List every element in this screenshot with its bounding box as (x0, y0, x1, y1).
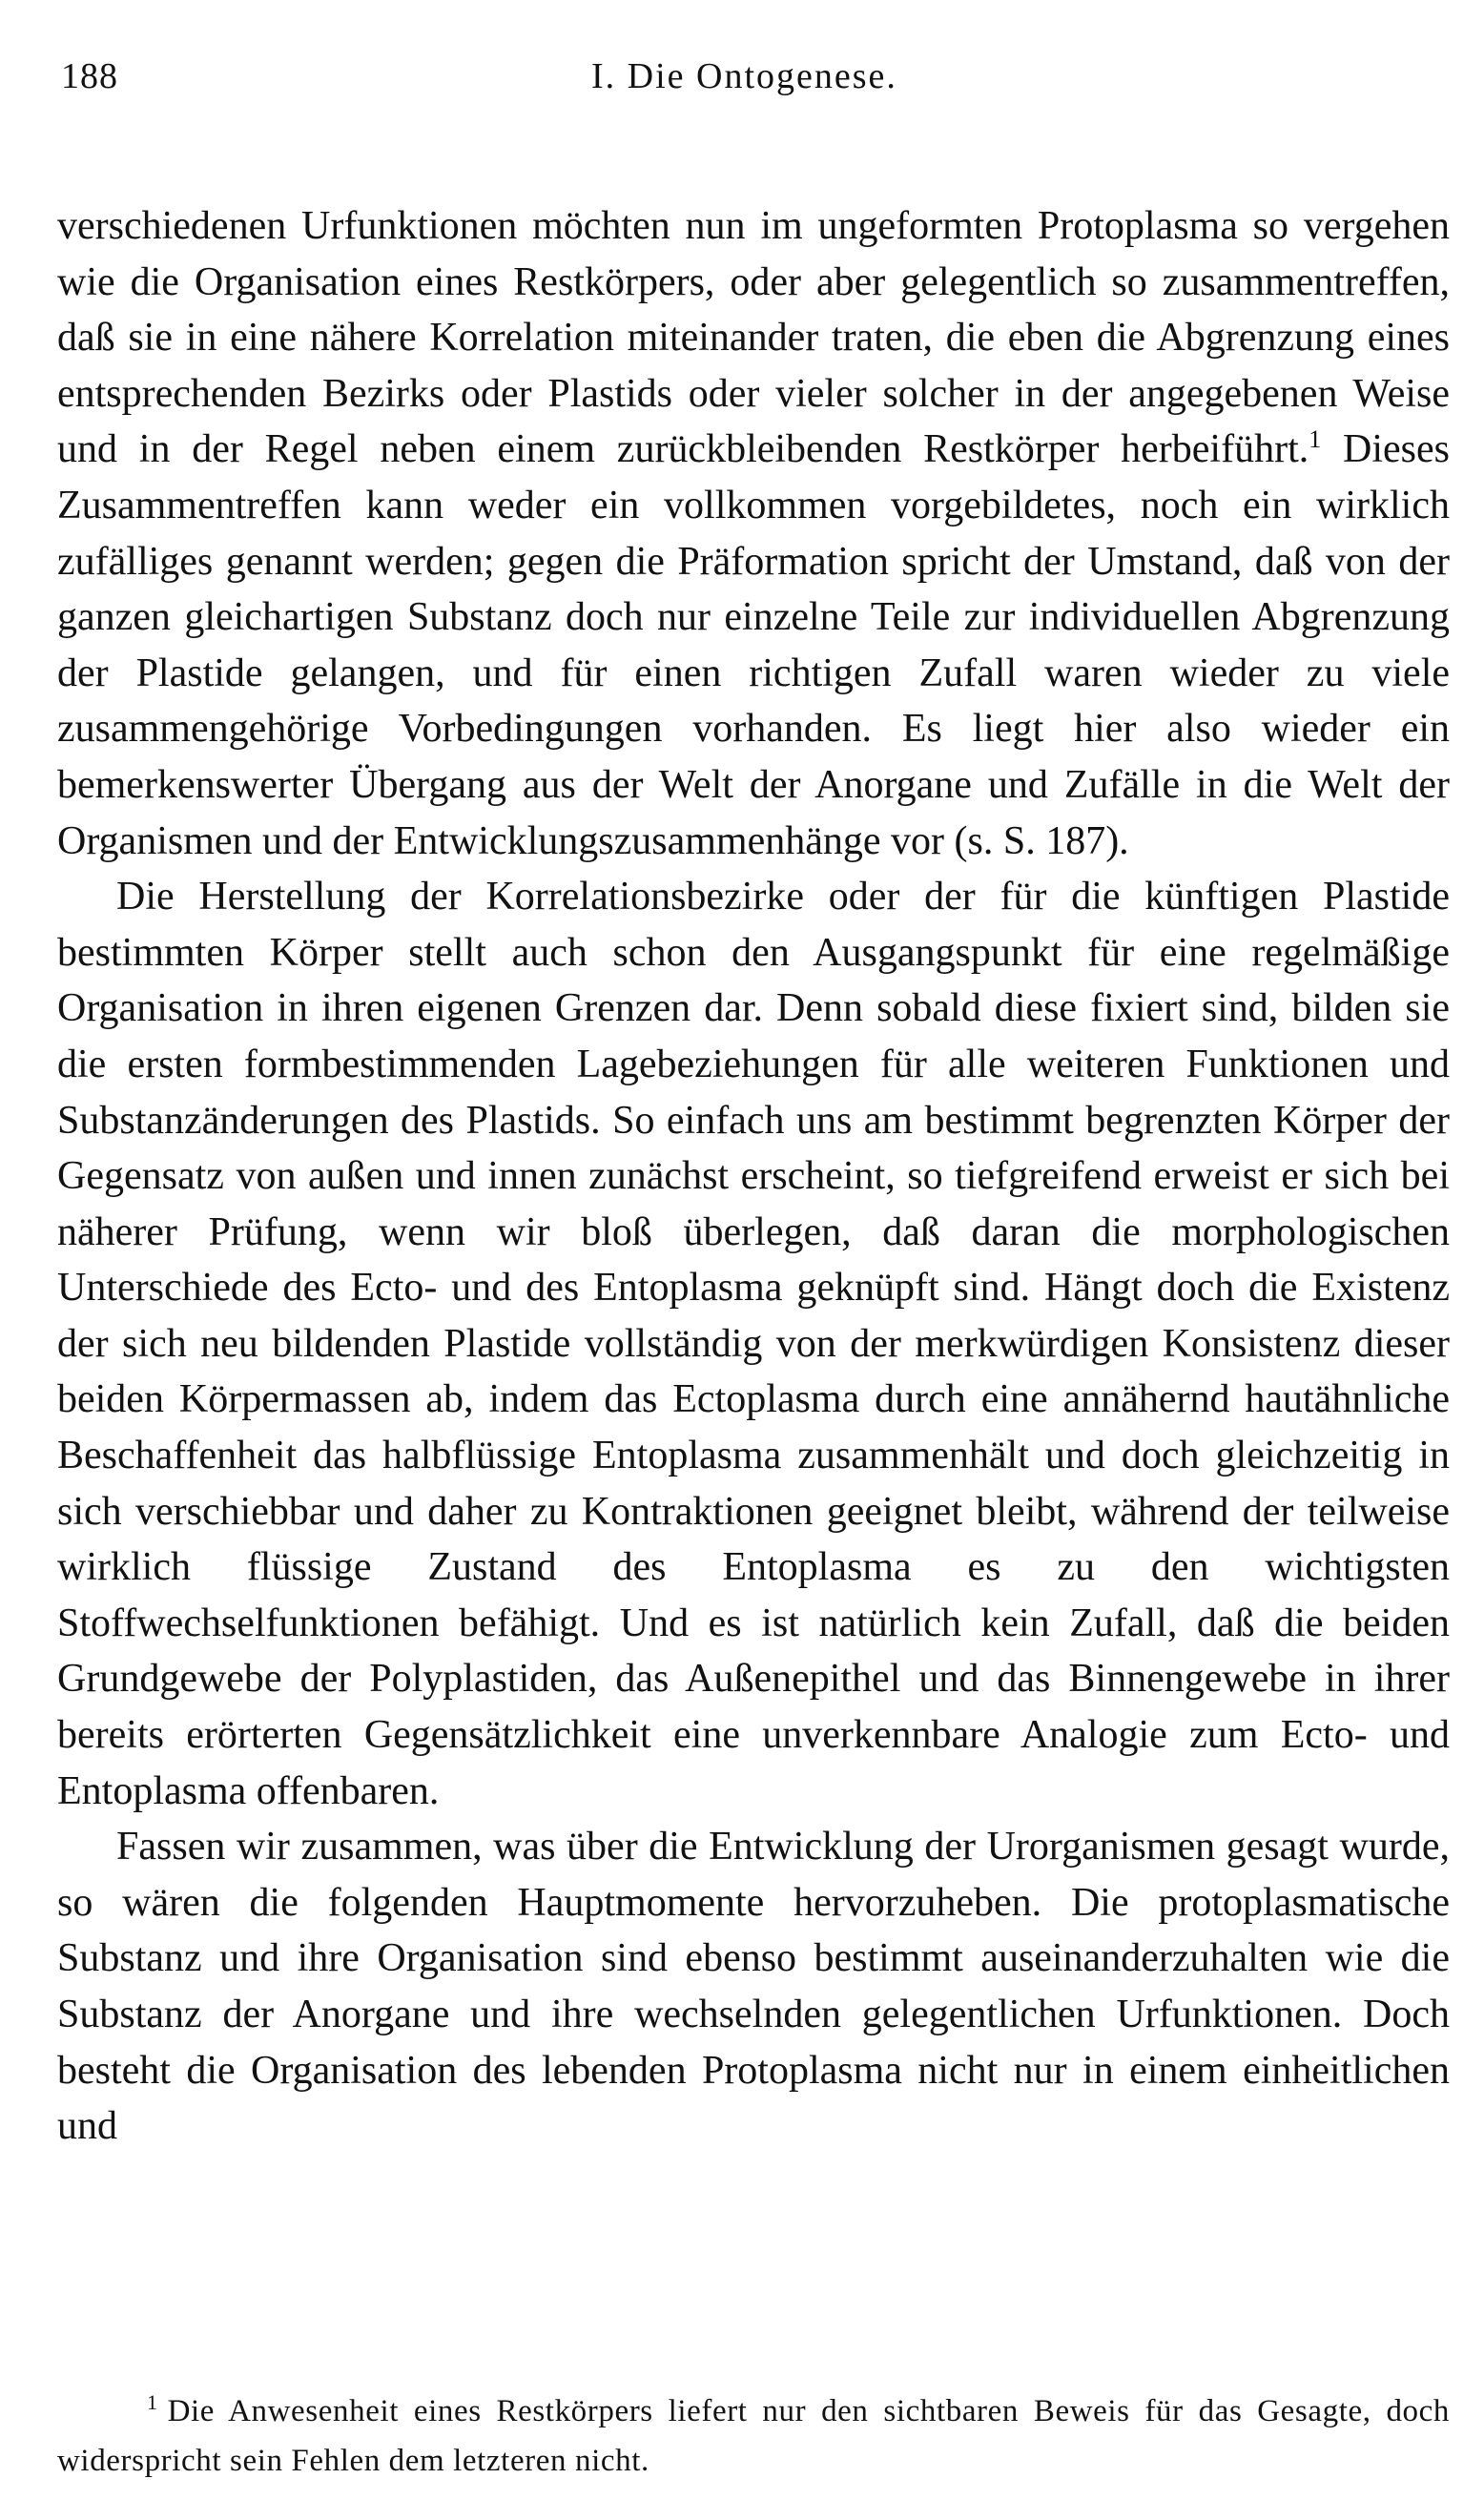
footnote-text: Die Anwesenheit eines Restkörpers liefert nur den sichtbaren Beweis für das Gesagte, doch widerspricht sein Fehlen dem letzteren nicht. (57, 2394, 1450, 2478)
footnotes (57, 2386, 1450, 2486)
body-text (57, 198, 1450, 2155)
book-page (57, 46, 1450, 2488)
paragraph-text: verschiedenen Urfunktionen möchten nun im ungeformten Protoplasma so vergehen wie die Organisation eines Restkörpers, oder aber gelegentlich so zusammentreffen, daß sie in eine nähere Korrelation miteinander traten, die eben die Abgrenzung eines entsprechenden Bezirks oder Plastids oder vieler solcher in der angegebenen Weise und in der Regel neben einem zurückbleibenden Restkörper herbeiführt. (57, 204, 1450, 472)
chapter-title: I. Die Ontogenese. (591, 56, 897, 96)
paragraph-text-continued: Dieses Zusammentreffen kann weder ein vollkommen vorgebildetes, noch ein wirklich zufälliges genannt werden; gegen die Präformation spricht der Umstand, daß von der ganzen gleichartigen Substanz doch nur einzelne Teile zur individuellen Abgrenzung der Plastide gelangen, und für einen richtigen Zufall waren wieder zu viele zusammengehörige Vorbedingungen vorhanden. Es liegt hier also wieder ein bemerkenswerter Übergang aus der Welt der Anorgane und Zufälle in die Welt der Organismen und der Entwicklungszusammenhänge vor (s. S. 187). (57, 427, 1450, 863)
paragraph: Fassen wir zusammen, was über die Entwicklung der Urorganismen gesagt wurde, so wären die folgenden Hauptmomente hervorzuheben. Die protoplasmatische Substanz und ihre Organisation sind ebenso bestimmt auseinanderzuhalten wie die Substanz der Anorgane und ihre wechselnden gelegentlichen Urfunktionen. Doch besteht die Organisation des lebenden Protoplasma nicht nur in einem einheitlichen und (57, 1825, 1450, 2149)
page-number: 188 (61, 56, 118, 96)
paragraph-continued (57, 198, 1450, 869)
footnote-reference: 1 (1309, 425, 1322, 454)
paragraph: Die Herstellung der Korrelationsbezirke oder der für die künftigen Plastide bestimmten Körper stellt auch schon den Ausgangspunkt für eine regelmäßige Organisation in ihren eigenen Grenzen dar. Denn sobald diese fixiert sind, bilden sie die ersten formbestimmenden Lagebeziehungen für alle weiteren Funktionen und Substanzänderungen des Plastids. So einfach uns am bestimmt begrenzten Körper der Gegensatz von außen und innen zunächst erscheint, so tiefgreifend erweist er sich bei näherer Prüfung, wenn wir bloß überlegen, daß daran die morphologischen Unterschiede des Ecto- und des Entoplasma geknüpft sind. Hängt doch die Existenz der sich neu bildenden Plastide vollständig von der merkwürdigen Konsistenz dieser beiden Körpermassen ab, indem das Ectoplasma durch eine annähernd hautähnliche Beschaffenheit das halbflüssige Entoplasma zusammenhält und doch gleichzeitig in sich verschiebbar und daher zu Kontraktionen geeignet bleibt, während der teilweise wirklich flüssige Zustand des Entoplasma es zu den wichtigsten Stoffwechselfunktionen befähigt. Und es ist natürlich kein Zufall, daß die beiden Grundgewebe der Polyplastiden, das Außenepithel und das Binnengewebe in ihrer bereits erörterten Gegensätzlichkeit eine unverkennbare Analogie zum Ecto- und Entoplasma offenbaren. (57, 875, 1450, 1813)
footnote (57, 2386, 1450, 2486)
footnote-mark: 1 (147, 2390, 158, 2414)
running-head (57, 46, 1450, 114)
